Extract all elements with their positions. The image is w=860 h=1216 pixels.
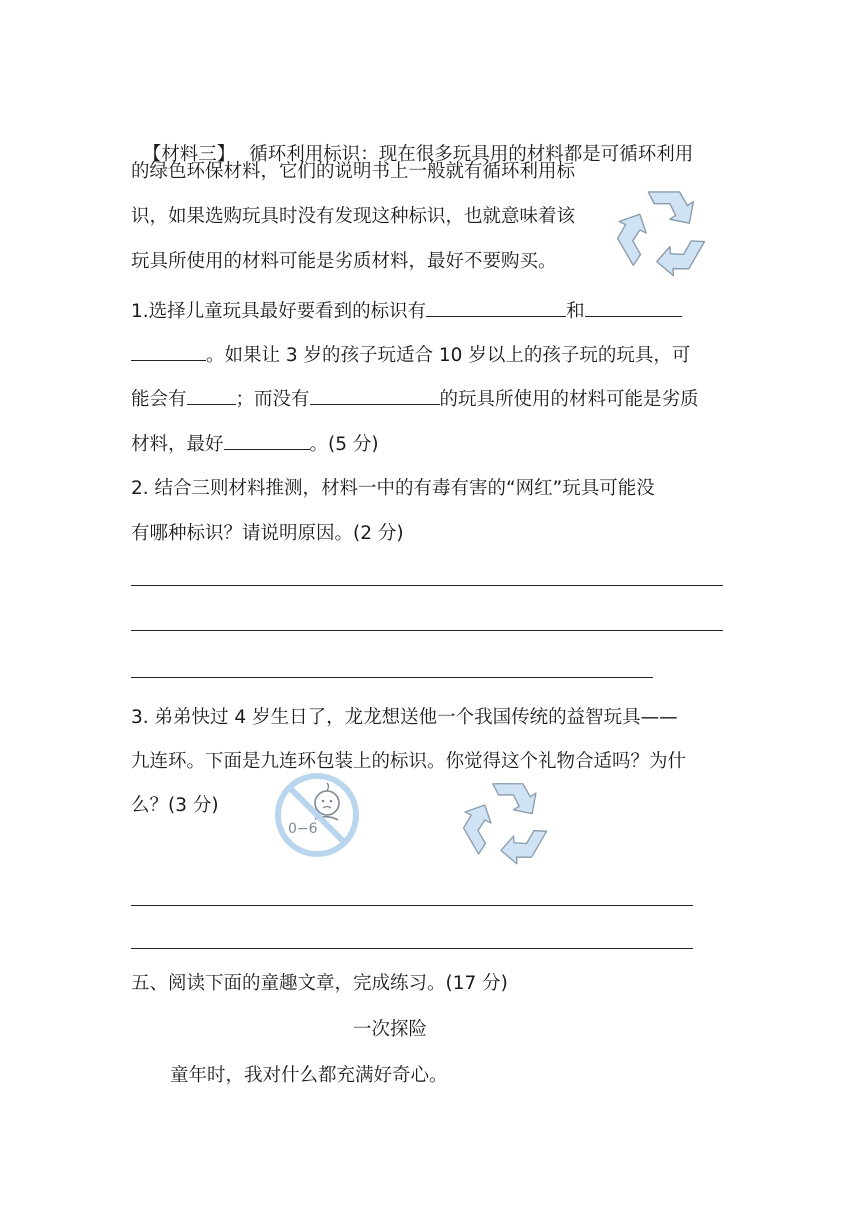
material3-line4: 玩具所使用的材料可能是劣质材料，最好不要购买。 bbox=[131, 251, 557, 272]
q1-line4 bbox=[131, 429, 379, 458]
q3-line1: 3. 弟弟快过 4 岁生日了，龙龙想送他一个我国传统的益智玩具—— bbox=[131, 707, 678, 728]
section5-heading: 五、阅读下面的童趣文章，完成练习。(17 分) bbox=[131, 973, 508, 994]
q1-blank-4[interactable] bbox=[310, 384, 440, 405]
recycle-icon-2 bbox=[460, 780, 552, 866]
age-range-label: 0−6 bbox=[288, 821, 318, 837]
q1-text-d: 能会有 bbox=[131, 389, 187, 410]
article-paragraph-1: 童年时，我对什么都充满好奇心。 bbox=[170, 1065, 448, 1086]
material3-line2: 的绿色环保材料，它们的说明书上一般就有循环利用标 bbox=[131, 161, 576, 182]
q1-blank-5[interactable] bbox=[224, 429, 310, 450]
q2-line1: 2. 结合三则材料推测，材料一中的有毒有害的“网红”玩具可能没 bbox=[131, 478, 655, 499]
q3-answer-line-1[interactable] bbox=[131, 905, 693, 906]
q1-text-c: 。如果让 3 岁的孩子玩适合 10 岁以上的孩子玩的玩具，可 bbox=[206, 345, 691, 366]
q1-blank-2a[interactable] bbox=[585, 296, 682, 317]
q1-line3 bbox=[131, 384, 699, 413]
q2-line2: 有哪种标识？请说明原因。(2 分) bbox=[131, 523, 404, 544]
q2-answer-line-1[interactable] bbox=[131, 585, 723, 586]
material3-header: 【材料三】 bbox=[142, 144, 236, 165]
q1-text-f: 的玩具所使用的材料可能是劣质 bbox=[439, 389, 699, 410]
recycle-icon bbox=[614, 188, 710, 278]
q1-line2 bbox=[131, 340, 690, 369]
q1-text-g: 材料，最好 bbox=[131, 434, 224, 455]
q1-text-e: ；而没有 bbox=[235, 389, 310, 410]
q1-line1 bbox=[131, 296, 682, 325]
age-restriction-icon bbox=[272, 770, 362, 860]
q3-line3: 么？(3 分) bbox=[131, 795, 219, 816]
q1-text-h: 。(5 分) bbox=[309, 434, 379, 455]
q1-blank-3[interactable] bbox=[187, 384, 236, 405]
material3-line3: 识，如果选购玩具时没有发现这种标识，也就意味着该 bbox=[131, 206, 576, 227]
material3-text: 循环利用标识：现在很多玩具用的材料都是可循环利用 bbox=[249, 144, 694, 165]
q1-text-a: 1.选择儿童玩具最好要看到的标识有 bbox=[131, 301, 427, 322]
q3-line2: 九连环。下面是九连环包装上的标识。你觉得这个礼物合适吗？为什 bbox=[131, 751, 687, 772]
q1-blank-2b[interactable] bbox=[131, 340, 206, 361]
q2-answer-line-2[interactable] bbox=[131, 630, 723, 631]
q2-answer-line-3[interactable] bbox=[131, 677, 653, 678]
q1-text-b: 和 bbox=[566, 301, 585, 322]
q3-answer-line-2[interactable] bbox=[131, 948, 693, 949]
q1-blank-1[interactable] bbox=[426, 296, 566, 317]
article-title: 一次探险 bbox=[353, 1019, 428, 1040]
